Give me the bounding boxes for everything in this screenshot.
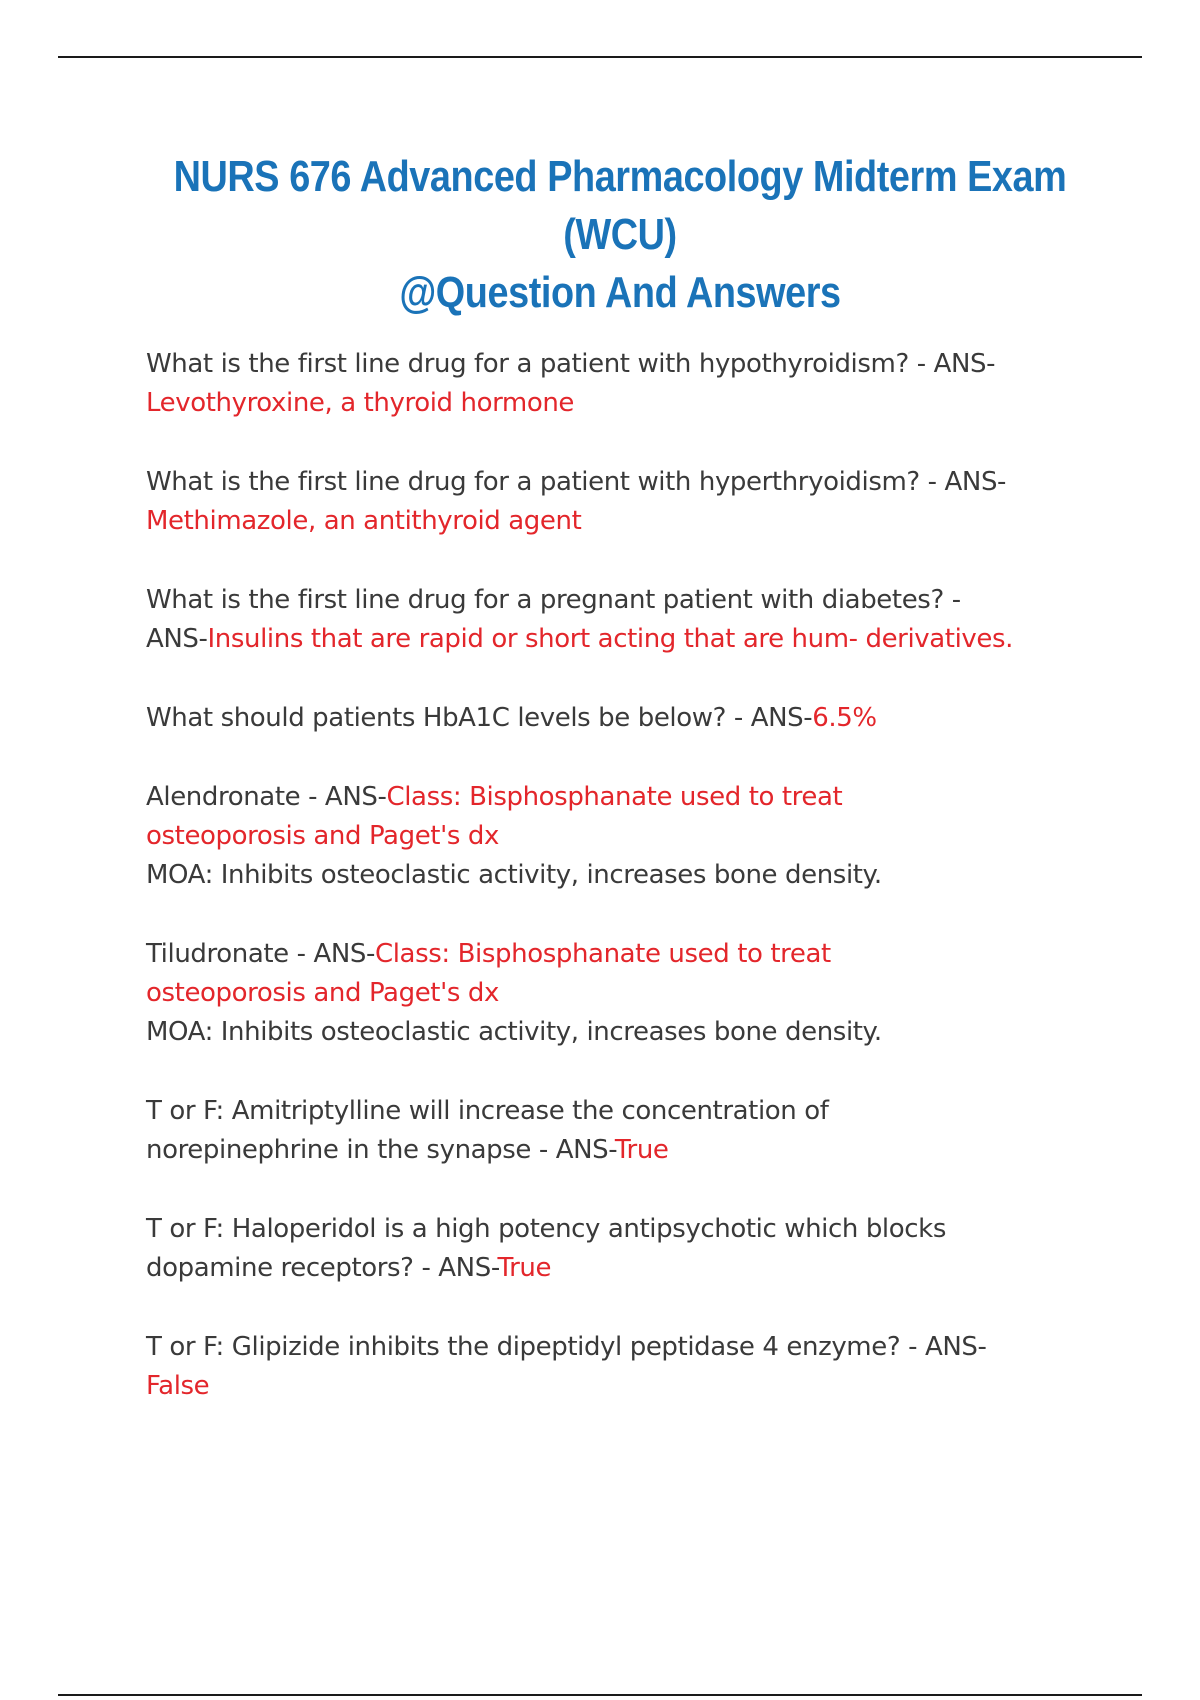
question-text: dopamine receptors? - ANS-: [146, 1253, 498, 1283]
answer-text: Methimazole, an antithyroid agent: [146, 506, 582, 536]
answer-line: [146, 817, 1146, 856]
question-text: T or F: Glipizide inhibits the dipeptidyl peptidase 4 enzyme? - ANS-: [146, 1332, 987, 1362]
moa-line: [146, 1013, 1146, 1052]
page-title: [138, 148, 1101, 322]
qa-item-hyperthyroidism: [146, 463, 1146, 541]
question-text: ANS-: [146, 624, 208, 654]
answer-text: Class: Bisphosphanate used to treat: [386, 782, 843, 812]
question-text: What is the first line drug for a patient with hypothyroidism? - ANS-: [146, 349, 996, 379]
answer-text: Levothyroxine, a thyroid hormone: [146, 388, 575, 418]
answer-line: [146, 1367, 1146, 1406]
answer-line: [146, 974, 1146, 1013]
answer-line: [146, 384, 1146, 423]
question-line: [146, 1328, 1146, 1367]
question-text: What is the first line drug for a pregnant patient with diabetes? -: [146, 585, 961, 615]
qa-item-tiludronate: [146, 935, 1146, 1052]
title-line-2: @Question And Answers: [399, 268, 841, 317]
moa-line: [146, 856, 1146, 895]
question-answer-line: [146, 1131, 1146, 1170]
answer-text: True: [614, 1135, 669, 1165]
answer-text: osteoporosis and Paget's dx: [146, 978, 499, 1008]
question-answer-line: [146, 778, 1146, 817]
question-line: [146, 1092, 1146, 1131]
question-text: norepinephrine in the synapse - ANS-: [146, 1135, 615, 1165]
answer-text: True: [497, 1253, 552, 1283]
question-answer-line: [146, 935, 1146, 974]
qa-item-amitriptyline: [146, 1092, 1146, 1170]
question-answer-line: [146, 1249, 1146, 1288]
question-text: T or F: Haloperidol is a high potency antipsychotic which blocks: [146, 1214, 946, 1244]
question-text: T or F: Amitriptylline will increase the concentration of: [146, 1096, 829, 1126]
answer-text: Insulins that are rapid or short acting that are hum- derivatives.: [207, 624, 1014, 654]
answer-line: [146, 502, 1146, 541]
title-line-1: NURS 676 Advanced Pharmacology Midterm Exam (WCU): [173, 152, 1067, 259]
question-text: What should patients HbA1C levels be below? - ANS-: [146, 703, 813, 733]
question-line: [146, 463, 1146, 502]
question-line: [146, 581, 1146, 620]
qa-item-alendronate: [146, 778, 1146, 895]
question-text: What is the first line drug for a patient with hyperthryoidism? - ANS-: [146, 467, 1007, 497]
qa-item-pregnant-diabetes: [146, 581, 1146, 659]
qa-list: [146, 345, 1146, 1446]
qa-item-glipizide: [146, 1328, 1146, 1406]
question-answer-line: [146, 620, 1146, 659]
moa-text: MOA: Inhibits osteoclastic activity, increases bone density.: [146, 860, 882, 890]
answer-text: 6.5%: [812, 703, 877, 733]
bottom-rule: [58, 1694, 1142, 1696]
question-line: [146, 1210, 1146, 1249]
qa-item-hypothyroidism: [146, 345, 1146, 423]
moa-text: MOA: Inhibits osteoclastic activity, increases bone density.: [146, 1017, 882, 1047]
question-text: Tiludronate - ANS-: [146, 939, 375, 969]
answer-text: Class: Bisphosphanate used to treat: [374, 939, 831, 969]
answer-text: False: [146, 1371, 210, 1401]
question-line: [146, 345, 1146, 384]
qa-item-hba1c: [146, 699, 1146, 738]
top-rule: [58, 56, 1142, 58]
qa-item-haloperidol: [146, 1210, 1146, 1288]
answer-text: osteoporosis and Paget's dx: [146, 821, 499, 851]
question-answer-line: [146, 699, 1146, 738]
question-text: Alendronate - ANS-: [146, 782, 387, 812]
